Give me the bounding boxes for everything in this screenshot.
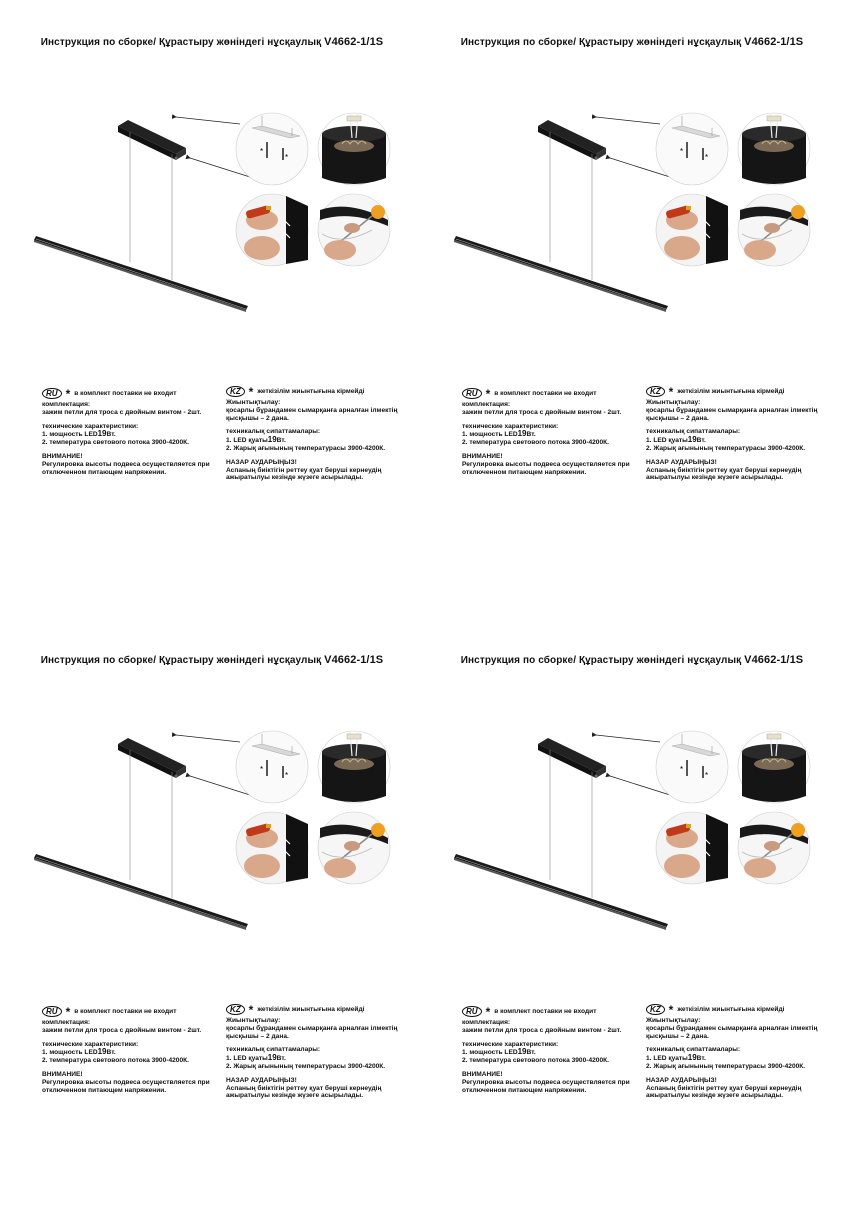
ru-temperature: 2. температура светового потока 3900-4200К. — [42, 439, 189, 447]
kz-temperature: 2. Жарық ағынының температурасы 3900-4200К. — [226, 1062, 386, 1070]
detail-bracket — [236, 731, 308, 803]
kz-header — [226, 1004, 416, 1015]
instruction-panel-1 — [0, 0, 424, 600]
ceiling-canopy — [538, 120, 606, 160]
kz-power-prefix: 1. LED қуаты — [646, 437, 688, 445]
ru-temperature: 2. температура светового потока 3900-4200К. — [462, 1057, 609, 1065]
instruction-panel-2 — [420, 0, 844, 600]
kz-power-value: 19 — [267, 1053, 277, 1063]
ru-not-included: в комплект поставки не входит — [494, 389, 597, 397]
title-prefix: Инструкция по сборке/ Құрастыру жөніндегі нұсқаулық — [40, 37, 322, 48]
kz-not-included: жеткізілім жиынтығына кірмейді — [257, 1005, 365, 1013]
ru-specs-heading: технические характеристики: — [42, 422, 139, 430]
ru-power-line — [42, 1048, 222, 1057]
arrow-to-bracket — [176, 735, 240, 742]
marker-star-1: * — [260, 147, 264, 156]
detail-cable-clamp — [318, 812, 390, 884]
kz-flag-badge: KZ — [226, 1004, 245, 1015]
kz-power-unit: Вт. — [696, 1055, 706, 1063]
kz-power-value: 19 — [687, 1053, 697, 1063]
kz-not-included: жеткізілім жиынтығына кірмейді — [677, 1005, 785, 1013]
marker-star-1: * — [680, 147, 684, 156]
kz-flag-badge: KZ — [646, 1004, 665, 1015]
ru-power-line — [42, 430, 222, 439]
panel-title — [420, 654, 844, 666]
marker-star-2: * — [705, 153, 709, 162]
detail-screwdriver — [656, 812, 728, 884]
marker-star-2: * — [705, 771, 709, 780]
assembly-illustration — [0, 668, 424, 968]
ceiling-canopy — [118, 738, 186, 778]
ru-attention-heading: ВНИМАНИЕ! — [42, 1070, 83, 1078]
kz-not-included: жеткізілім жиынтығына кірмейді — [677, 387, 785, 395]
model-number: V4662-1/1S — [324, 36, 384, 48]
ru-star-marker: * — [65, 1004, 71, 1019]
model-number: V4662-1/1S — [324, 654, 384, 666]
russian-section — [42, 1006, 222, 1094]
ru-power-prefix: 1. мощность LED — [42, 1049, 98, 1057]
kz-power-prefix: 1. LED қуаты — [226, 437, 268, 445]
kazakh-section — [646, 1004, 836, 1100]
kz-kit-item: қосарлы бұрандамен сымарқанға арналған ілмектің қысқышы – 2 дана. — [646, 1024, 818, 1040]
ceiling-canopy — [538, 738, 606, 778]
ru-flag-badge: RU — [42, 388, 62, 399]
ru-power-unit: Вт. — [526, 1049, 536, 1057]
ru-power-value: 19 — [97, 1047, 107, 1057]
detail-bracket — [656, 731, 728, 803]
title-prefix: Инструкция по сборке/ Құрастыру жөніндегі нұсқаулық — [460, 655, 742, 666]
instruction-panel-4 — [420, 618, 844, 1218]
ru-kit-item: зажим петли для троса с двойным винтом - 2шт. — [42, 1026, 202, 1034]
detail-screwdriver — [656, 194, 728, 266]
kz-header — [646, 386, 836, 397]
arrow-to-bracket — [176, 117, 240, 124]
detail-wiring — [318, 731, 390, 803]
ru-star-marker: * — [485, 1004, 491, 1019]
russian-section — [462, 388, 642, 476]
ru-power-value: 19 — [517, 1047, 527, 1057]
kz-attention-text: Аспаның биіктігін реттеу қуат беруші кернеудің ажыратылуы кезінде жүзеге асырылады. — [226, 466, 382, 482]
ru-flag-badge: RU — [462, 388, 482, 399]
marker-star-1: * — [680, 765, 684, 774]
ru-power-line — [462, 1048, 642, 1057]
kz-temperature: 2. Жарық ағынының температурасы 3900-4200К. — [226, 444, 386, 452]
kz-header — [226, 386, 416, 397]
kz-flag-badge: KZ — [646, 386, 665, 397]
kz-kit-heading: Жиынтықтылау: — [646, 1017, 701, 1024]
kz-specs-heading: техникалық сипаттамалары: — [646, 1046, 741, 1054]
kz-star-marker: * — [248, 384, 254, 399]
kz-kit-item: қосарлы бұрандамен сымарқанға арналған ілмектің қысқышы – 2 дана. — [226, 1024, 398, 1040]
ru-header — [42, 388, 222, 399]
detail-bracket — [656, 113, 728, 185]
ru-specs-heading: технические характеристики: — [462, 422, 559, 430]
model-number: V4662-1/1S — [744, 654, 804, 666]
kz-kit-item: қосарлы бұрандамен сымарқанға арналған ілмектің қысқышы – 2 дана. — [646, 406, 818, 422]
ru-flag-badge: RU — [42, 1006, 62, 1017]
kz-power-line — [226, 1054, 416, 1063]
detail-screwdriver — [236, 812, 308, 884]
kz-header — [646, 1004, 836, 1015]
kz-power-value: 19 — [267, 435, 277, 445]
marker-star-2: * — [285, 771, 289, 780]
ru-power-unit: Вт. — [526, 431, 536, 439]
ru-attention-heading: ВНИМАНИЕ! — [462, 1070, 503, 1078]
kz-power-prefix: 1. LED қуаты — [226, 1055, 268, 1063]
kz-attention-text: Аспаның биіктігін реттеу қуат беруші кернеудің ажыратылуы кезінде жүзеге асырылады. — [646, 466, 802, 482]
kazakh-section — [646, 386, 836, 482]
ru-attention-text: Регулировка высоты подвеса осуществляется при отключенном питающем напряжении. — [42, 460, 210, 476]
kz-kit-heading: Жиынтықтылау: — [226, 399, 281, 406]
assembly-illustration — [0, 50, 424, 350]
ru-star-marker: * — [485, 386, 491, 401]
kz-attention-heading: НАЗАР АУДАРЫҢЫЗ! — [646, 1076, 717, 1084]
kz-temperature: 2. Жарық ағынының температурасы 3900-4200К. — [646, 444, 806, 452]
ceiling-canopy — [118, 120, 186, 160]
ru-flag-badge: RU — [462, 1006, 482, 1017]
title-prefix: Инструкция по сборке/ Құрастыру жөніндегі нұсқаулық — [460, 37, 742, 48]
ru-specs-heading: технические характеристики: — [462, 1040, 559, 1048]
panel-title — [0, 654, 424, 666]
detail-cable-clamp — [738, 194, 810, 266]
ru-temperature: 2. температура светового потока 3900-4200К. — [462, 439, 609, 447]
ru-header — [462, 1006, 642, 1017]
ru-not-included: в комплект поставки не входит — [74, 1007, 177, 1015]
assembly-figure — [420, 50, 844, 350]
ru-kit-item: зажим петли для троса с двойным винтом - 2шт. — [462, 1026, 622, 1034]
kz-specs-heading: техникалық сипаттамалары: — [226, 1046, 321, 1054]
ru-attention-heading: ВНИМАНИЕ! — [42, 452, 83, 460]
ru-kit-heading: комплектация: — [42, 1019, 91, 1026]
ru-star-marker: * — [65, 386, 71, 401]
ru-kit-item: зажим петли для троса с двойным винтом - 2шт. — [462, 408, 622, 416]
kz-star-marker: * — [248, 1002, 254, 1017]
ru-attention-text: Регулировка высоты подвеса осуществляется при отключенном питающем напряжении. — [42, 1078, 210, 1094]
kz-power-line — [226, 436, 416, 445]
ru-power-value: 19 — [517, 429, 527, 439]
ru-power-prefix: 1. мощность LED — [42, 431, 98, 439]
ru-temperature: 2. температура светового потока 3900-4200К. — [42, 1057, 189, 1065]
ru-power-unit: Вт. — [106, 431, 116, 439]
instruction-panel-3 — [0, 618, 424, 1218]
ru-kit-heading: комплектация: — [462, 1019, 511, 1026]
marker-star-1: * — [260, 765, 264, 774]
ru-kit-heading: комплектация: — [42, 401, 91, 408]
assembly-figure — [420, 668, 844, 968]
ru-power-line — [462, 430, 642, 439]
kz-star-marker: * — [668, 1002, 674, 1017]
panel-title — [420, 36, 844, 48]
kz-power-value: 19 — [687, 435, 697, 445]
detail-wiring — [738, 113, 810, 185]
kz-specs-heading: техникалық сипаттамалары: — [646, 428, 741, 436]
ru-kit-heading: комплектация: — [462, 401, 511, 408]
ru-power-prefix: 1. мощность LED — [462, 431, 518, 439]
kz-not-included: жеткізілім жиынтығына кірмейді — [257, 387, 365, 395]
marker-star-2: * — [285, 153, 289, 162]
assembly-illustration — [420, 668, 844, 968]
detail-screwdriver — [236, 194, 308, 266]
kz-power-unit: Вт. — [276, 437, 286, 445]
led-light-bar — [454, 236, 668, 312]
led-light-bar — [454, 854, 668, 930]
kz-kit-item: қосарлы бұрандамен сымарқанға арналған ілмектің қысқышы – 2 дана. — [226, 406, 398, 422]
ru-attention-text: Регулировка высоты подвеса осуществляется при отключенном питающем напряжении. — [462, 1078, 630, 1094]
kz-attention-text: Аспаның биіктігін реттеу қуат беруші кернеудің ажыратылуы кезінде жүзеге асырылады. — [226, 1084, 382, 1100]
kazakh-section — [226, 1004, 416, 1100]
kz-specs-heading: техникалық сипаттамалары: — [226, 428, 321, 436]
ru-power-prefix: 1. мощность LED — [462, 1049, 518, 1057]
ru-power-unit: Вт. — [106, 1049, 116, 1057]
ru-specs-heading: технические характеристики: — [42, 1040, 139, 1048]
kz-attention-heading: НАЗАР АУДАРЫҢЫЗ! — [646, 458, 717, 466]
arrow-to-bracket — [596, 117, 660, 124]
kz-kit-heading: Жиынтықтылау: — [226, 1017, 281, 1024]
detail-bracket — [236, 113, 308, 185]
russian-section — [462, 1006, 642, 1094]
assembly-figure — [0, 50, 424, 350]
kz-attention-heading: НАЗАР АУДАРЫҢЫЗ! — [226, 458, 297, 466]
ru-header — [462, 388, 642, 399]
ru-header — [42, 1006, 222, 1017]
model-number: V4662-1/1S — [744, 36, 804, 48]
led-light-bar — [34, 854, 248, 930]
ru-attention-text: Регулировка высоты подвеса осуществляется при отключенном питающем напряжении. — [462, 460, 630, 476]
kz-attention-heading: НАЗАР АУДАРЫҢЫЗ! — [226, 1076, 297, 1084]
ru-attention-heading: ВНИМАНИЕ! — [462, 452, 503, 460]
detail-wiring — [738, 731, 810, 803]
assembly-illustration — [420, 50, 844, 350]
ru-not-included: в комплект поставки не входит — [494, 1007, 597, 1015]
led-light-bar — [34, 236, 248, 312]
kz-flag-badge: KZ — [226, 386, 245, 397]
kz-power-line — [646, 436, 836, 445]
detail-cable-clamp — [318, 194, 390, 266]
assembly-figure — [0, 668, 424, 968]
kz-star-marker: * — [668, 384, 674, 399]
kz-power-unit: Вт. — [276, 1055, 286, 1063]
kz-temperature: 2. Жарық ағынының температурасы 3900-4200К. — [646, 1062, 806, 1070]
ru-kit-item: зажим петли для троса с двойным винтом - 2шт. — [42, 408, 202, 416]
kz-power-unit: Вт. — [696, 437, 706, 445]
ru-not-included: в комплект поставки не входит — [74, 389, 177, 397]
kz-power-prefix: 1. LED қуаты — [646, 1055, 688, 1063]
panel-title — [0, 36, 424, 48]
detail-cable-clamp — [738, 812, 810, 884]
arrow-to-bracket — [596, 735, 660, 742]
kz-kit-heading: Жиынтықтылау: — [646, 399, 701, 406]
title-prefix: Инструкция по сборке/ Құрастыру жөніндегі нұсқаулық — [40, 655, 322, 666]
ru-power-value: 19 — [97, 429, 107, 439]
detail-wiring — [318, 113, 390, 185]
kz-attention-text: Аспаның биіктігін реттеу қуат беруші кернеудің ажыратылуы кезінде жүзеге асырылады. — [646, 1084, 802, 1100]
kazakh-section — [226, 386, 416, 482]
kz-power-line — [646, 1054, 836, 1063]
russian-section — [42, 388, 222, 476]
